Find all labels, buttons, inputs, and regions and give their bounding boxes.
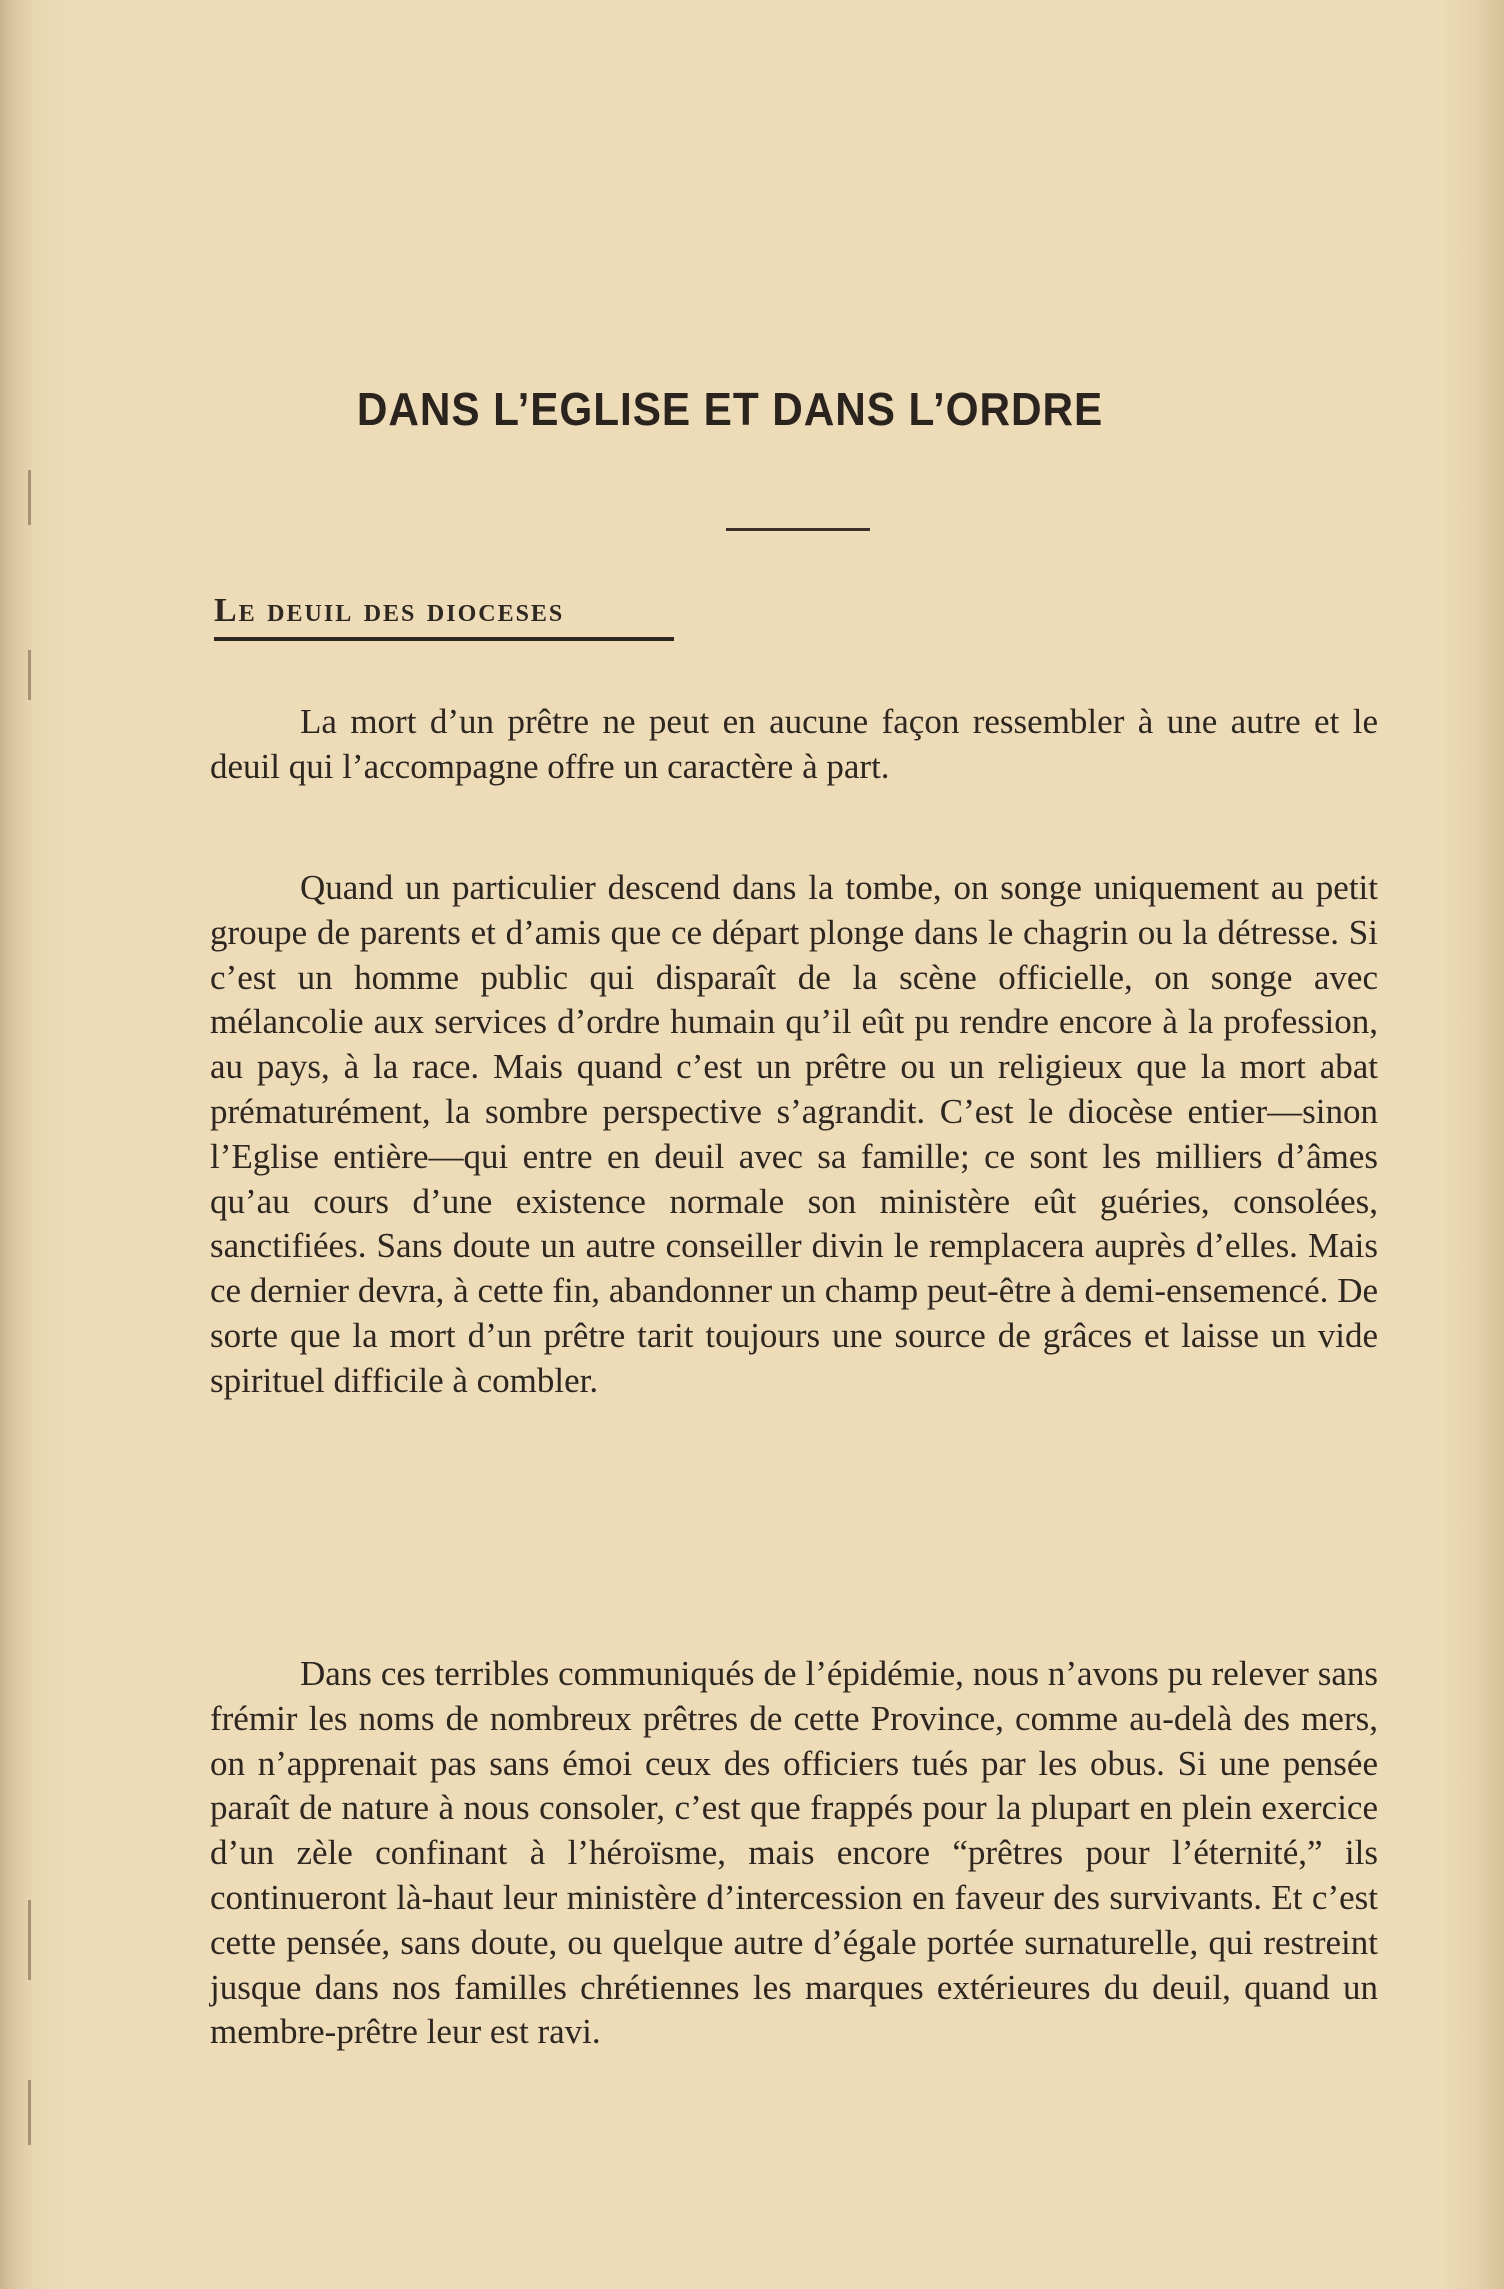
page-gutter-mark [28,1900,31,1980]
page-gutter-mark [28,650,31,700]
page-gutter-mark [28,2080,31,2145]
body-paragraph-2: Quand un particulier descend dans la tombe, on songe uniquement au petit groupe de parents et d’amis que ce départ plonge dans le chagrin ou la détresse. Si c’est un homme public qui disparaît de la scène officielle, on songe avec mélancolie aux services d’ordre humain qu’il eût pu rendre encore à la profession, au pays, à la race. Mais quand c’est un prêtre ou un religieux que la mort abat prématurément, la sombre perspective s’agrandit. C’est le diocèse entier—sinon l’Eglise entière—qui entre en deuil avec sa famille; ce sont les milliers d’âmes qu’au cours d’une existence normale son ministère eût guéries, consolées, sanctifiées. Sans doute un autre conseiller divin le remplacera auprès d’elles. Mais ce dernier devra, à cette fin, abandonner un champ peut-être à demi-ensemencé. De sorte que la mort d’un prêtre tarit toujours une source de grâces et laisse un vide spirituel difficile à combler. [210,868,1378,1400]
section-heading: Le deuil des dioceses [214,592,674,641]
page-title: DANS L’EGLISE ET DANS L’ORDRE [356,383,1104,435]
body-paragraph-3: Dans ces terribles communiqués de l’épidémie, nous n’avons pu relever sans frémir les noms de nombreux prêtres de cette Province, comme au-delà des mers, on n’apprenait pas sans émoi ceux des officiers tués par les obus. Si une pensée paraît de nature à nous consoler, c’est que frappés pour la plupart en plein exercice d’un zèle confinant à l’héroïsme, mais encore “prêtres pour l’éternité,” ils continueront là-haut leur ministère d’intercession en faveur des survivants. Et c’est cette pensée, sans doute, ou quelque autre d’égale portée surnaturelle, qui restreint jusque dans nos familles chrétiennes les marques extérieures du deuil, quand un membre-prêtre leur est ravi. [210,1654,1378,2052]
body-paragraph-1: La mort d’un prêtre ne peut en aucune façon ressembler à une autre et le deuil qui l’accompagne offre un caractère à part. [210,702,1378,786]
title-divider-rule [726,528,870,531]
page-gutter-mark [28,470,31,525]
